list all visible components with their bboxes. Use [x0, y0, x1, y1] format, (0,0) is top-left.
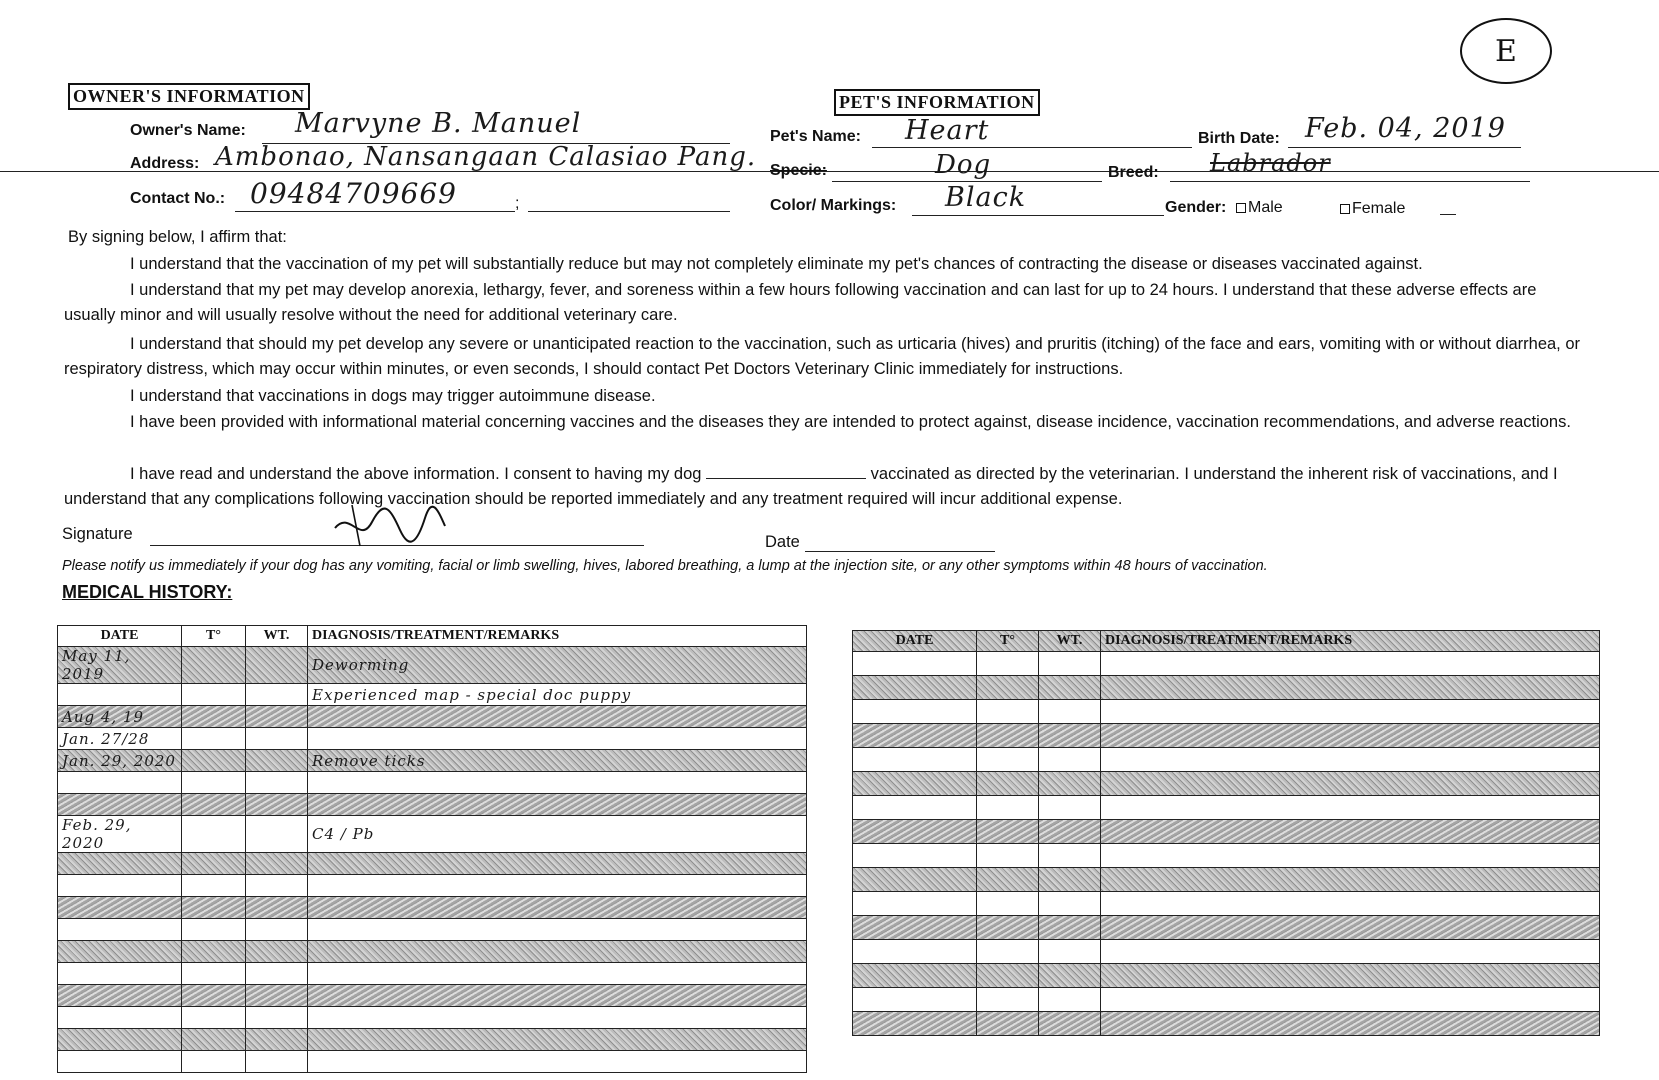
cell-weight[interactable] [246, 853, 308, 875]
consent-paragraph-5: I have been provided with informational material concerning vaccines and the diseases they are intended to protect against, disease incidence, vaccination recommendations, and adverse reactions. [130, 413, 1571, 431]
consent-paragraph-4: I understand that vaccinations in dogs may trigger autoimmune disease. [130, 387, 656, 405]
consent-paragraph-6 [64, 462, 1584, 512]
date-line[interactable] [805, 551, 995, 552]
table-header-row [853, 631, 1600, 652]
cell-diagnosis[interactable] [1101, 964, 1600, 988]
cell-weight[interactable] [246, 772, 308, 794]
cell-diagnosis[interactable] [308, 772, 807, 794]
cell-temp[interactable] [977, 964, 1039, 988]
cell-temp[interactable] [182, 919, 246, 941]
table-row [853, 844, 1600, 868]
cell-date[interactable]: May 11, 2019 [58, 647, 182, 684]
table-row [853, 700, 1600, 724]
cell-date[interactable] [58, 1029, 182, 1051]
cell-temp[interactable] [182, 941, 246, 963]
cell-date[interactable] [853, 772, 977, 796]
cell-diagnosis[interactable] [1101, 916, 1600, 940]
cell-weight[interactable] [1039, 676, 1101, 700]
cell-date[interactable] [58, 853, 182, 875]
cell-diagnosis[interactable]: Experienced map - special doc puppy [308, 684, 807, 706]
notice-text: Please notify us immediately if your dog has any vomiting, facial or limb swelling, hives, labored breathing, a lump at the injection site, or any other symptoms within 48 hours of vaccination. [62, 558, 1268, 574]
table-row [853, 820, 1600, 844]
cell-temp[interactable] [182, 647, 246, 684]
consent-paragraph-3: I understand that should my pet develop any severe or unanticipated reaction to the vaccination, such as urticaria (hives) and pruritis (itching) of the face and ears, vomiting with or without diarrhea, or respiratory distress, which may occur within minutes, or even seconds, I should contact Pet Doctors Veterinary Clinic immediately for instructions. [64, 335, 1581, 378]
cell-date[interactable] [853, 820, 977, 844]
cell-weight[interactable] [1039, 724, 1101, 748]
table-row [853, 748, 1600, 772]
col-weight: WT. [246, 626, 308, 647]
cell-temp[interactable] [182, 1029, 246, 1051]
cell-temp[interactable] [182, 684, 246, 706]
cell-diagnosis[interactable] [308, 853, 807, 875]
specie-label: Specie: [770, 162, 827, 179]
cell-date[interactable] [853, 892, 977, 916]
table-row [58, 1007, 807, 1029]
corner-mark [1460, 18, 1552, 84]
cell-diagnosis[interactable] [1101, 724, 1600, 748]
color-markings-value[interactable]: Black [945, 182, 1027, 213]
pet-name-label: Pet's Name: [770, 128, 861, 145]
cell-diagnosis[interactable] [1101, 892, 1600, 916]
date-label: Date [765, 533, 800, 551]
cell-diagnosis[interactable] [1101, 988, 1600, 1012]
birth-date-label: Birth Date: [1198, 130, 1280, 147]
gender-female-option[interactable] [1340, 200, 1405, 218]
table-row [853, 892, 1600, 916]
cell-temp[interactable] [182, 897, 246, 919]
cell-diagnosis[interactable] [1101, 772, 1600, 796]
consent-paragraph-2: I understand that my pet may develop anorexia, lethargy, fever, and soreness within a few hours following vaccination and can last for up to 24 hours. I understand that these adverse effects are usually minor and will usually resolve without the need for additional veterinary care. [64, 281, 1537, 324]
medical-history-table-right [852, 630, 1600, 1036]
cell-diagnosis[interactable] [308, 706, 807, 728]
cell-weight[interactable] [1039, 772, 1101, 796]
cell-date[interactable] [58, 1051, 182, 1073]
table-row [853, 988, 1600, 1012]
cell-diagnosis[interactable] [1101, 940, 1600, 964]
cell-temp[interactable] [977, 892, 1039, 916]
medical-history-table-left [57, 625, 807, 1073]
cell-date[interactable] [853, 676, 977, 700]
cell-date[interactable] [853, 652, 977, 676]
table-row [58, 684, 807, 706]
cell-weight[interactable] [246, 941, 308, 963]
table-row [58, 941, 807, 963]
cell-date[interactable] [853, 748, 977, 772]
cell-temp[interactable] [977, 652, 1039, 676]
cell-weight[interactable] [246, 816, 308, 853]
table-header-row [58, 626, 807, 647]
cell-temp[interactable] [977, 724, 1039, 748]
cell-date[interactable] [58, 684, 182, 706]
contact-separator: ; [515, 195, 520, 212]
cell-diagnosis[interactable] [308, 963, 807, 985]
col-weight: WT. [1039, 631, 1101, 652]
cell-temp[interactable] [182, 875, 246, 897]
cell-weight[interactable] [1039, 868, 1101, 892]
female-label: Female [1352, 200, 1406, 217]
cell-date[interactable] [853, 724, 977, 748]
color-markings-label: Color/ Markings: [770, 197, 897, 214]
table-row [853, 772, 1600, 796]
specie-value[interactable]: Dog [935, 150, 992, 180]
table-row [58, 985, 807, 1007]
cell-date[interactable] [58, 897, 182, 919]
cell-weight[interactable] [1039, 820, 1101, 844]
col-date: DATE [853, 631, 977, 652]
signature-label: Signature [62, 525, 133, 543]
cell-date[interactable] [58, 941, 182, 963]
cell-temp[interactable] [182, 853, 246, 875]
cell-date[interactable]: Jan. 29, 2020 [58, 750, 182, 772]
signature-scribble [330, 500, 450, 550]
cell-temp[interactable] [182, 816, 246, 853]
cell-weight[interactable] [1039, 988, 1101, 1012]
cell-temp[interactable] [977, 916, 1039, 940]
male-checkbox[interactable] [1236, 203, 1246, 213]
gender-male-option[interactable] [1236, 199, 1283, 217]
table-row [58, 1051, 807, 1073]
cell-weight[interactable] [246, 1029, 308, 1051]
table-row [58, 706, 807, 728]
cell-date[interactable] [58, 772, 182, 794]
female-checkbox[interactable] [1340, 204, 1350, 214]
cell-weight[interactable] [1039, 652, 1101, 676]
cell-temp[interactable] [977, 988, 1039, 1012]
cell-diagnosis[interactable] [308, 919, 807, 941]
cell-date[interactable] [853, 988, 977, 1012]
cell-temp[interactable] [182, 1051, 246, 1073]
cell-date[interactable] [853, 844, 977, 868]
cell-temp[interactable] [182, 963, 246, 985]
cell-temp[interactable] [977, 748, 1039, 772]
table-row [58, 919, 807, 941]
cell-date[interactable] [853, 1012, 977, 1036]
cell-diagnosis[interactable] [308, 1051, 807, 1073]
table-row [853, 940, 1600, 964]
cell-weight[interactable] [1039, 1012, 1101, 1036]
cell-weight[interactable] [246, 706, 308, 728]
male-label: Male [1248, 199, 1283, 216]
cell-weight[interactable] [246, 684, 308, 706]
table-row [853, 868, 1600, 892]
cell-diagnosis[interactable]: C4 / Pb [308, 816, 807, 853]
col-diagnosis: DIAGNOSIS/TREATMENT/REMARKS [1101, 631, 1600, 652]
cell-date[interactable] [58, 985, 182, 1007]
cell-diagnosis[interactable] [308, 897, 807, 919]
cell-diagnosis[interactable] [1101, 676, 1600, 700]
cell-date[interactable] [58, 875, 182, 897]
dog-vaccine-blank[interactable] [706, 464, 866, 479]
cell-date[interactable] [853, 916, 977, 940]
contact-label: Contact No.: [130, 190, 226, 207]
cell-date[interactable]: Feb. 29, 2020 [58, 816, 182, 853]
col-temp: T° [977, 631, 1039, 652]
cell-date[interactable] [853, 964, 977, 988]
cell-date[interactable] [853, 868, 977, 892]
cell-temp[interactable] [182, 985, 246, 1007]
pet-name-value[interactable]: Heart [905, 115, 990, 146]
owner-name-label: Owner's Name: [130, 122, 246, 139]
table-row [58, 897, 807, 919]
table-row [58, 794, 807, 816]
cell-weight[interactable] [246, 985, 308, 1007]
cell-temp[interactable] [182, 750, 246, 772]
table-row [853, 796, 1600, 820]
consent-intro: By signing below, I affirm that: [68, 228, 287, 246]
cell-diagnosis[interactable] [308, 728, 807, 750]
cell-diagnosis[interactable] [308, 985, 807, 1007]
cell-weight[interactable] [246, 1007, 308, 1029]
table-row [58, 647, 807, 684]
table-row [58, 750, 807, 772]
cell-date[interactable] [58, 794, 182, 816]
cell-temp[interactable] [977, 700, 1039, 724]
table-row [58, 875, 807, 897]
cell-diagnosis[interactable] [1101, 796, 1600, 820]
cell-temp[interactable] [977, 676, 1039, 700]
cell-weight[interactable] [1039, 700, 1101, 724]
col-date: DATE [58, 626, 182, 647]
cell-diagnosis[interactable] [308, 1029, 807, 1051]
gender-label: Gender: [1165, 199, 1227, 216]
cell-date[interactable]: Jan. 27/28 [58, 728, 182, 750]
consent-p6-end: vaccinated as directed by the veterinarian. I understand the inherent risk of vaccinations, and I understand that any complications following vaccination should be reported immediately and any treatment required will incur additional expense. [64, 465, 1558, 508]
cell-weight[interactable] [1039, 892, 1101, 916]
cell-temp[interactable] [977, 1012, 1039, 1036]
owner-section-title: OWNER'S INFORMATION [68, 83, 310, 110]
cell-weight[interactable] [246, 647, 308, 684]
cell-diagnosis[interactable] [308, 875, 807, 897]
cell-weight[interactable] [1039, 844, 1101, 868]
cell-diagnosis[interactable]: Remove ticks [308, 750, 807, 772]
breed-label: Breed: [1108, 164, 1159, 181]
table-row [853, 724, 1600, 748]
corner-mark-letter: E [1495, 33, 1517, 69]
cell-diagnosis[interactable] [1101, 652, 1600, 676]
cell-temp[interactable] [182, 706, 246, 728]
cell-diagnosis[interactable]: Deworming [308, 647, 807, 684]
birth-date-value[interactable]: Feb. 04, 2019 [1305, 113, 1506, 144]
cell-temp[interactable] [182, 728, 246, 750]
owner-name-value[interactable]: Marvyne B. Manuel [295, 108, 582, 139]
cell-weight[interactable] [246, 963, 308, 985]
cell-weight[interactable] [1039, 748, 1101, 772]
cell-temp[interactable] [977, 820, 1039, 844]
contact-value[interactable]: 09484709669 [250, 177, 457, 210]
address-value[interactable]: Ambonao, Nansangaan Calasiao Pang. [215, 142, 757, 172]
consent-p6-start: I have read and understand the above information. I consent to having my dog [130, 465, 702, 483]
cell-weight[interactable] [1039, 964, 1101, 988]
cell-weight[interactable] [1039, 940, 1101, 964]
consent-paragraph-1: I understand that the vaccination of my pet will substantially reduce but may not completely eliminate my pet's chances of contracting the disease or diseases vaccinated against. [130, 255, 1423, 273]
medical-history-title: MEDICAL HISTORY: [62, 582, 233, 602]
pet-section-title: PET'S INFORMATION [834, 89, 1040, 116]
table-row [853, 916, 1600, 940]
table-row [853, 652, 1600, 676]
table-row [58, 1029, 807, 1051]
cell-weight[interactable] [246, 750, 308, 772]
cell-date[interactable]: Aug 4, 19 [58, 706, 182, 728]
cell-temp[interactable] [182, 794, 246, 816]
cell-diagnosis[interactable] [308, 941, 807, 963]
cell-date[interactable] [853, 700, 977, 724]
cell-date[interactable] [853, 796, 977, 820]
table-row [58, 853, 807, 875]
cell-date[interactable] [58, 963, 182, 985]
cell-diagnosis[interactable] [1101, 820, 1600, 844]
table-row [58, 772, 807, 794]
cell-weight[interactable] [246, 728, 308, 750]
cell-weight[interactable] [246, 875, 308, 897]
cell-diagnosis[interactable] [1101, 844, 1600, 868]
cell-diagnosis[interactable] [1101, 700, 1600, 724]
cell-date[interactable] [853, 940, 977, 964]
col-temp: T° [182, 626, 246, 647]
cell-diagnosis[interactable] [1101, 748, 1600, 772]
cell-weight[interactable] [246, 1051, 308, 1073]
cell-date[interactable] [58, 1007, 182, 1029]
cell-diagnosis[interactable] [308, 1007, 807, 1029]
cell-temp[interactable] [977, 868, 1039, 892]
cell-date[interactable] [58, 919, 182, 941]
table-row [853, 676, 1600, 700]
cell-diagnosis[interactable] [1101, 868, 1600, 892]
cell-temp[interactable] [977, 796, 1039, 820]
cell-temp[interactable] [977, 772, 1039, 796]
cell-weight[interactable] [246, 919, 308, 941]
cell-temp[interactable] [182, 1007, 246, 1029]
breed-value[interactable]: Labrador [1210, 149, 1331, 177]
table-row [58, 816, 807, 853]
table-row [853, 1012, 1600, 1036]
address-label: Address: [130, 155, 200, 172]
cell-temp[interactable] [977, 940, 1039, 964]
table-row [58, 728, 807, 750]
cell-weight[interactable] [1039, 916, 1101, 940]
col-diagnosis: DIAGNOSIS/TREATMENT/REMARKS [308, 626, 807, 647]
cell-weight[interactable] [246, 794, 308, 816]
table-row [853, 964, 1600, 988]
table-row [58, 963, 807, 985]
cell-diagnosis[interactable] [1101, 1012, 1600, 1036]
cell-diagnosis[interactable] [308, 794, 807, 816]
cell-weight[interactable] [246, 897, 308, 919]
cell-temp[interactable] [182, 772, 246, 794]
cell-weight[interactable] [1039, 796, 1101, 820]
cell-temp[interactable] [977, 844, 1039, 868]
